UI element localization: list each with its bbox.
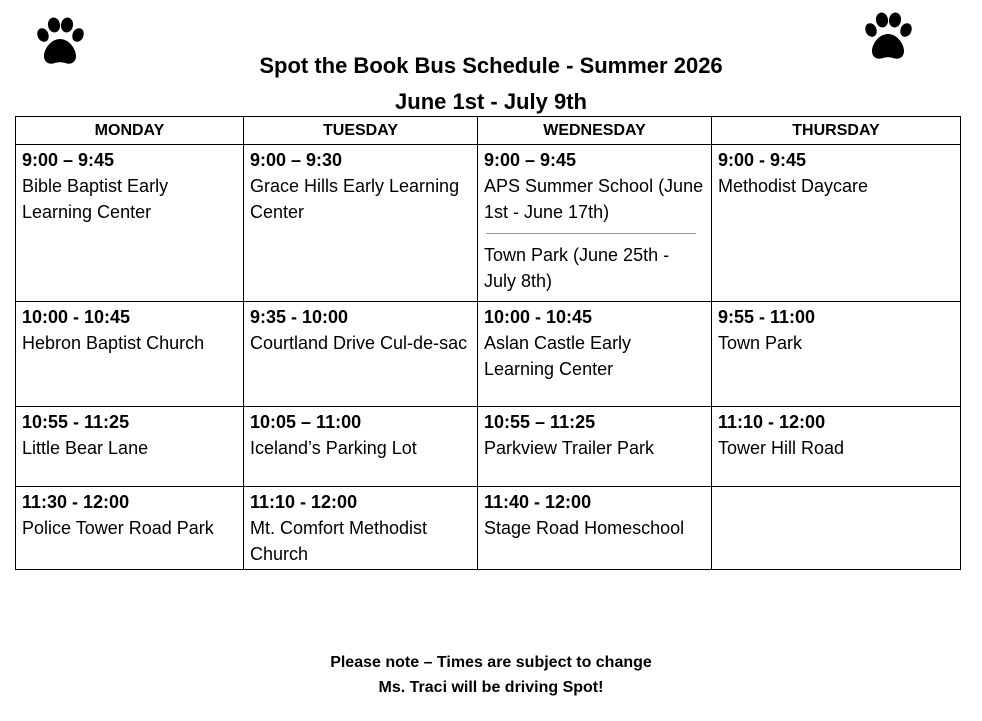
schedule-cell-empty	[712, 487, 961, 570]
column-header-tuesday: TUESDAY	[244, 117, 478, 145]
schedule-cell	[16, 407, 244, 487]
stop-location: Hebron Baptist Church	[22, 333, 205, 353]
stop-location: Mt. Comfort Methodist Church	[250, 518, 428, 564]
stop-time: 10:55 - 11:25	[22, 412, 130, 432]
schedule-cell	[478, 487, 712, 570]
stop-time: 10:55 – 11:25	[484, 412, 596, 432]
stop-location: Grace Hills Early Learning Center	[250, 176, 460, 222]
stop-time: 9:35 - 10:00	[250, 307, 349, 327]
schedule-cell	[16, 145, 244, 302]
schedule-table	[15, 116, 961, 570]
page-title: Spot the Book Bus Schedule - Summer 2026	[259, 53, 723, 78]
table-row	[16, 302, 961, 407]
stop-location: Stage Road Homeschool	[484, 518, 685, 538]
stop-location: Little Bear Lane	[22, 438, 149, 458]
stop-time: 9:00 – 9:30	[250, 150, 343, 170]
schedule-cell	[16, 302, 244, 407]
stop-time: 10:05 – 11:00	[250, 412, 362, 432]
table-row	[16, 145, 961, 302]
stop-time: 9:00 - 9:45	[718, 150, 807, 170]
column-header-monday: MONDAY	[16, 117, 244, 145]
table-row	[16, 407, 961, 487]
schedule-cell	[244, 487, 478, 570]
stop-location: Iceland’s Parking Lot	[250, 438, 417, 458]
stop-location: Bible Baptist Early Learning Center	[22, 176, 169, 222]
driver-note: Ms. Traci will be driving Spot!	[378, 679, 604, 696]
schedule-cell	[478, 145, 712, 302]
column-header-thursday: THURSDAY	[712, 117, 961, 145]
schedule-cell	[244, 145, 478, 302]
stop-location: Aslan Castle Early Learning Center	[484, 333, 632, 379]
stop-time: 11:10 - 12:00	[250, 492, 358, 512]
stop-time: 10:00 - 10:45	[22, 307, 131, 327]
cell-divider	[486, 233, 696, 234]
stop-time: 11:40 - 12:00	[484, 492, 592, 512]
stop-location: Tower Hill Road	[718, 438, 845, 458]
schedule-cell	[478, 302, 712, 407]
date-range: June 1st - July 9th	[395, 89, 587, 114]
table-row	[16, 487, 961, 570]
stop-time: 9:55 - 11:00	[718, 307, 816, 327]
stop-location: Methodist Daycare	[718, 176, 869, 196]
stop-time: 11:30 - 12:00	[22, 492, 130, 512]
schedule-cell	[244, 302, 478, 407]
column-header-wednesday: WEDNESDAY	[478, 117, 712, 145]
stop-location: APS Summer School (June 1st - June 17th)	[484, 176, 704, 222]
table-header-row	[16, 117, 961, 145]
stop-location: Courtland Drive Cul-de-sac	[250, 333, 468, 353]
stop-location: Police Tower Road Park	[22, 518, 214, 538]
schedule-cell	[478, 407, 712, 487]
schedule-cell	[712, 302, 961, 407]
stop-location: Town Park	[718, 333, 803, 353]
stop-time: 11:10 - 12:00	[718, 412, 826, 432]
schedule-cell	[244, 407, 478, 487]
stop-time: 9:00 – 9:45	[484, 150, 577, 170]
stop-time: 9:00 – 9:45	[22, 150, 115, 170]
schedule-cell	[712, 145, 961, 302]
stop-location: Parkview Trailer Park	[484, 438, 655, 458]
schedule-note: Please note – Times are subject to change	[330, 654, 652, 671]
schedule-cell	[16, 487, 244, 570]
schedule-cell	[712, 407, 961, 487]
stop-time: 10:00 - 10:45	[484, 307, 593, 327]
stop-location-alt: Town Park (June 25th - July 8th)	[484, 245, 670, 291]
